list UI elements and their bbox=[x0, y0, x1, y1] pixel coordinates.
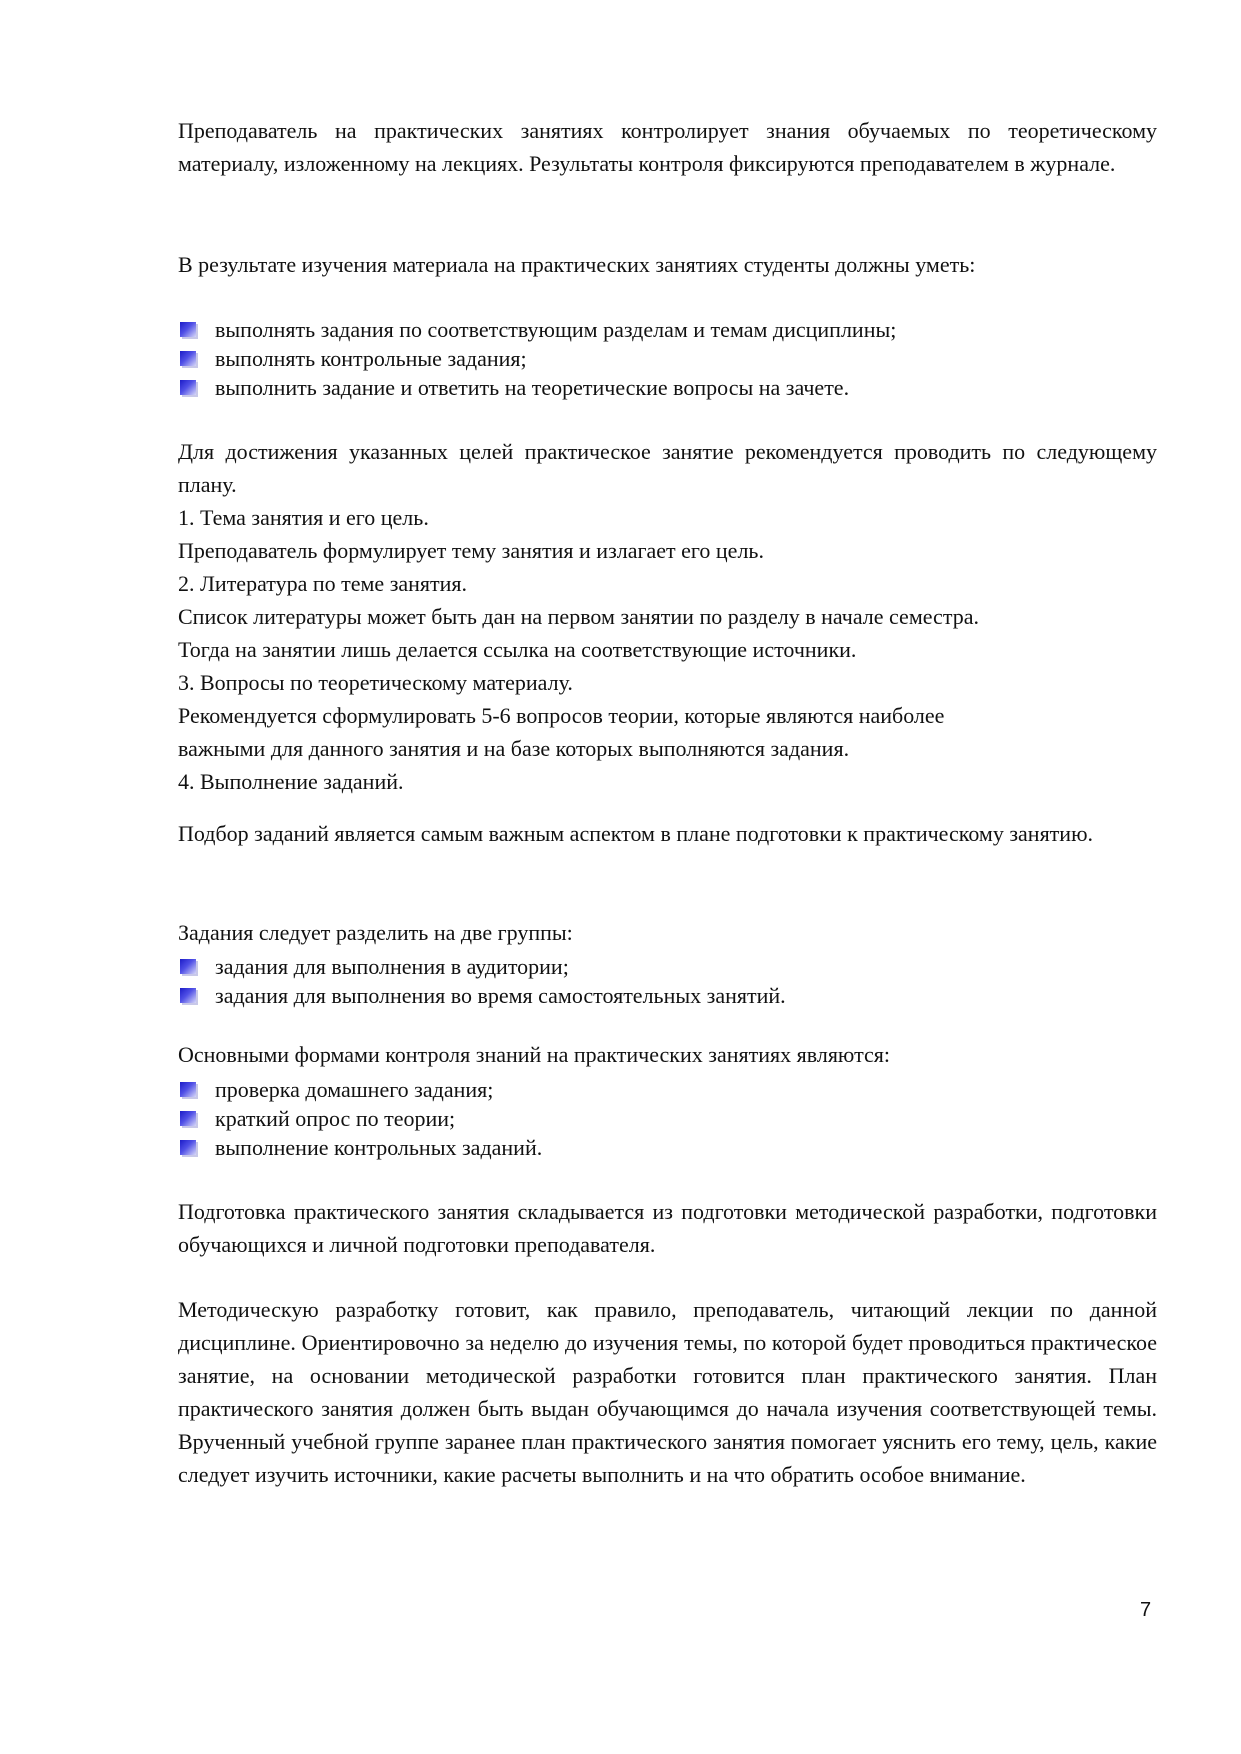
list-item bbox=[178, 315, 1157, 344]
square-bullet-icon bbox=[180, 959, 196, 974]
list-item-text: краткий опрос по теории; bbox=[215, 1106, 456, 1131]
plan-step-1-text: Преподаватель формулирует тему занятия и излагает его цель. bbox=[178, 538, 764, 563]
plan-steps bbox=[178, 501, 1157, 798]
control-forms-list bbox=[178, 1075, 1157, 1162]
square-bullet-icon bbox=[180, 1111, 196, 1126]
list-item bbox=[178, 1075, 1157, 1104]
list-item-text: выполнение контрольных заданий. bbox=[215, 1135, 543, 1160]
plan-step-3-text: важными для данного занятия и на базе которых выполняются задания. bbox=[178, 736, 850, 761]
square-bullet-icon bbox=[180, 988, 196, 1003]
plan-step-2-title: 2. Литература по теме занятия. bbox=[178, 571, 468, 596]
list-item bbox=[178, 952, 1157, 981]
paragraph-practical-control: Преподаватель на практических занятиях контролирует знания обучаемых по теоретическому материалу, изложенному на лекциях. Результаты контроля фиксируются преподавателем в журнале. bbox=[178, 118, 1157, 176]
paragraph-methodical-development: Методическую разработку готовит, как правило, преподаватель, читающий лекции по данной дисциплине. Ориентировочно за неделю до изучения темы, по которой будет проводиться практическое занятие, на основании методической разработки готовится план практического занятия. План практического занятия должен быть выдан обучающимся до начала изучения соответствующей темы. Врученный учебной группе заранее план практического занятия помогает уяснить его тему, цель, какие следует изучить источники, какие расчеты выполнить и на что обратить особое внимание. bbox=[178, 1297, 1157, 1487]
skills-list bbox=[178, 315, 1157, 402]
plan-step-4-title: 4. Выполнение заданий. bbox=[178, 769, 404, 794]
list-item-text: задания для выполнения во время самостоятельных занятий. bbox=[215, 983, 786, 1008]
square-bullet-icon bbox=[180, 380, 196, 395]
plan-step-3-text: Рекомендуется сформулировать 5-6 вопросов теории, которые являются наиболее bbox=[178, 703, 945, 728]
paragraph-task-groups: Задания следует разделить на две группы: bbox=[178, 920, 573, 945]
list-item-text: выполнить задание и ответить на теоретические вопросы на зачете. bbox=[215, 375, 850, 400]
list-item bbox=[178, 373, 1157, 402]
square-bullet-icon bbox=[180, 1082, 196, 1097]
plan-step-1-title: 1. Тема занятия и его цель. bbox=[178, 505, 429, 530]
paragraph-preparation: Подготовка практического занятия складывается из подготовки методической разработки, подготовки обучающихся и личной подготовки преподавателя. bbox=[178, 1199, 1157, 1257]
square-bullet-icon bbox=[180, 322, 196, 337]
paragraph-control-forms: Основными формами контроля знаний на практических занятиях являются: bbox=[178, 1042, 890, 1067]
plan-step-2-text: Список литературы может быть дан на первом занятии по разделу в начале семестра. bbox=[178, 604, 979, 629]
list-item bbox=[178, 344, 1157, 373]
list-item-text: выполнять контрольные задания; bbox=[215, 346, 527, 371]
list-item bbox=[178, 1133, 1157, 1162]
task-groups-list bbox=[178, 952, 1157, 1010]
paragraph-task-selection: Подбор заданий является самым важным аспектом в плане подготовки к практическому занятию. bbox=[178, 821, 1094, 846]
plan-step-3-title: 3. Вопросы по теоретическому материалу. bbox=[178, 670, 573, 695]
paragraph-learning-outcomes: В результате изучения материала на практических занятиях студенты должны уметь: bbox=[178, 252, 976, 277]
list-item-text: задания для выполнения в аудитории; bbox=[215, 954, 569, 979]
list-item bbox=[178, 1104, 1157, 1133]
paragraph-plan-intro: Для достижения указанных целей практическое занятие рекомендуется проводить по следующему плану. bbox=[178, 439, 1157, 497]
page-number: 7 bbox=[1140, 1599, 1152, 1621]
list-item-text: проверка домашнего задания; bbox=[215, 1077, 494, 1102]
square-bullet-icon bbox=[180, 351, 196, 366]
plan-step-2-text: Тогда на занятии лишь делается ссылка на соответствующие источники. bbox=[178, 637, 857, 662]
list-item-text: выполнять задания по соответствующим разделам и темам дисциплины; bbox=[215, 317, 897, 342]
list-item bbox=[178, 981, 1157, 1010]
square-bullet-icon bbox=[180, 1140, 196, 1155]
